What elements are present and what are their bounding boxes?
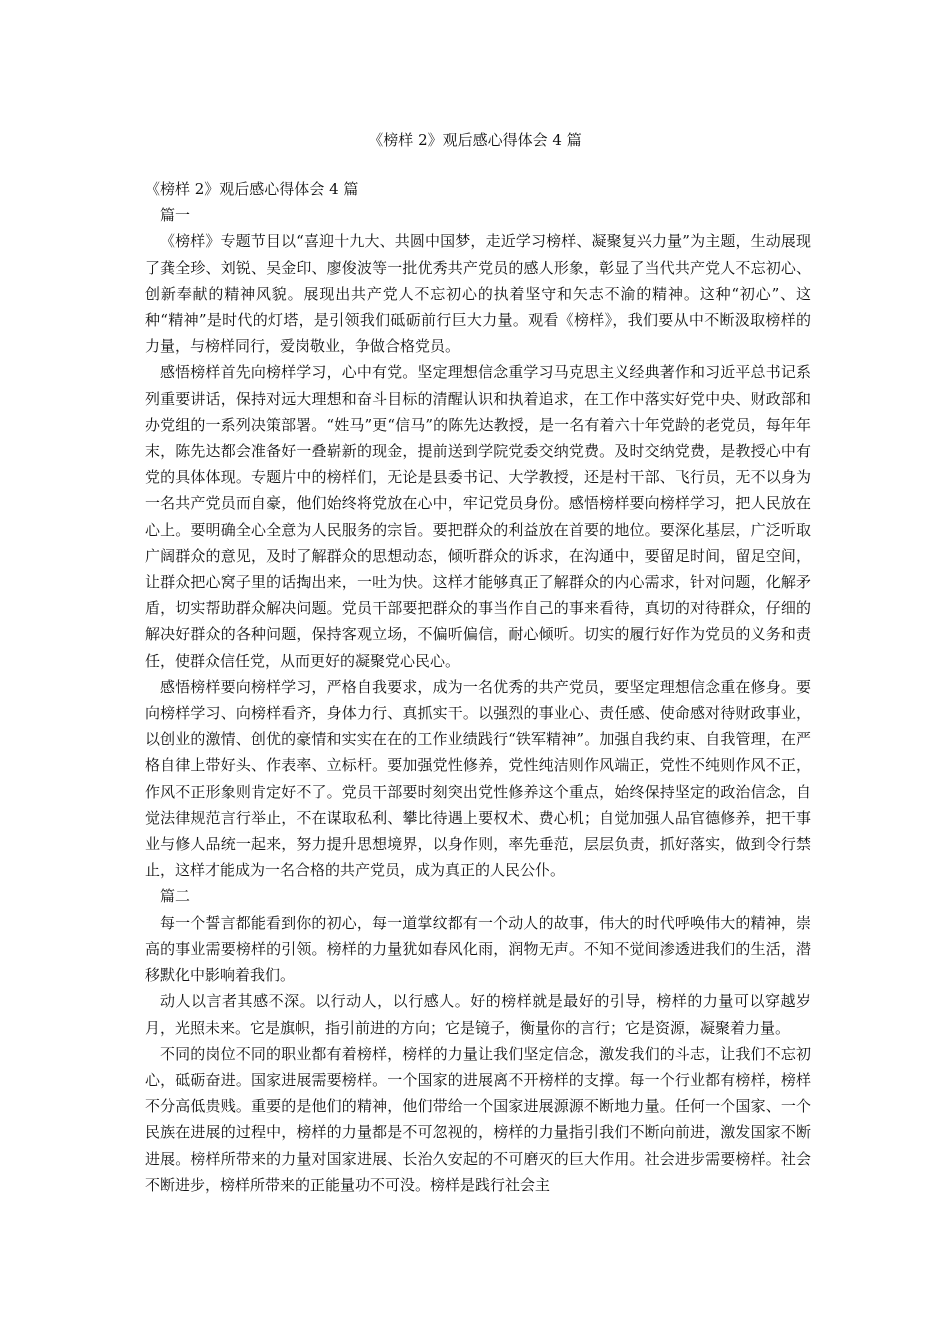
paragraph: 每一个誓言都能看到你的初心，每一道掌纹都有一个动人的故事，伟大的时代呼唤伟大的精神，崇高的事业需要榜样的引领。榜样的力量犹如春风化雨，润物无声。不知不觉间渗透进我们的生活，潜移默化中影响着我们。 xyxy=(145,913,811,985)
paragraph: 感悟榜样首先向榜样学习，心中有党。坚定理想信念重学习马克思主义经典著作和习近平总书记系列重要讲话，保持对远大理想和奋斗目标的清醒认识和执着追求，在工作中落实好党中央、财政部和办党组的一系列决策部署。“姓马”更“信马”的陈先达教授，是一名有着六十年党龄的老党员，每年年末，陈先达都会准备好一叠崭新的现金，提前送到学院党委交纳党费。及时交纳党费，是教授心中有党的具体体现。专题片中的榜样们，无论是县委书记、大学教授，还是村干部、飞行员，无不以身为一名共产党员而自豪，他们始终将党放在心中，牢记党员身份。感悟榜样要向榜样学习，把人民放在心上。要明确全心全意为人民服务的宗旨。要把群众的利益放在首要的地位。要深化基层，广泛听取广阔群众的意见，及时了解群众的思想动态，倾听群众的诉求，在沟通中，要留足时间，留足空间，让群众把心窝子里的话掏出来，一吐为快。这样才能够真正了解群众的内心需求，针对问题，化解矛盾，切实帮助群众解决问题。党员干部要把群众的事当作自己的事来看待，真切的对待群众，仔细的解决好群众的各种问题，保持客观立场，不偏听偏信，耐心倾听。切实的履行好作为党员的义务和责任，使群众信任党，从而更好的凝聚党心民心。 xyxy=(145,363,811,670)
paragraph: 不同的岗位不同的职业都有着榜样，榜样的力量让我们坚定信念，激发我们的斗志，让我们不忘初心，砥砺奋进。国家进展需要榜样。一个国家的进展离不开榜样的支撑。每一个行业都有榜样，榜样不分高低贵贱。重要的是他们的精神，他们带给一个国家进展源源不断地力量。任何一个国家、一个民族在进展的过程中，榜样的力量都是不可忽视的，榜样的力量指引我们不断向前进，激发国家不断进展。榜样所带来的力量对国家进展、长治久安起的不可磨灭的巨大作用。社会进步需要榜样。社会不断进步，榜样所带来的正能量功不可没。榜样是践行社会主 xyxy=(145,1044,811,1194)
paragraph: 感悟榜样要向榜样学习，严格自我要求，成为一名优秀的共产党员，要坚定理想信念重在修身。要向榜样学习、向榜样看齐，身体力行、真抓实干。以强烈的事业心、责任感、使命感对待财政事业，以创业的激情、创优的豪情和实实在在的工作业绩践行“铁军精神”。加强自我约束、自我管理，在严格自律上带好头、作表率、立标杆。要加强党性修养，党性纯洁则作风端正，党性不纯则作风不正，作风不正形象则肯定好不了。党员干部要时刻突出党性修养这个重点，始终保持坚定的政治信念，自觉法律规范言行举止，不在谋取私利、攀比待遇上要权术、费心机；自觉加强人品官德修养，把干事业与修人品统一起来，努力提升思想境界，以身作则，率先垂范，层层负责，抓好落实，做到令行禁止，这样才能成为一名合格的共产党员，成为真正的人民公仆。 xyxy=(145,677,811,880)
section-heading-2: 篇二 xyxy=(160,887,191,906)
paragraph: 动人以言者其感不深。以行动人，以行感人。好的榜样就是最好的引导，榜样的力量可以穿越岁月，光照未来。它是旗帜，指引前进的方向；它是镜子，衡量你的言行；它是资源，凝聚着力量。 xyxy=(145,992,811,1037)
section-heading-1: 篇一 xyxy=(160,206,191,225)
document-title: 《榜样 2》观后感心得体会 4 篇 xyxy=(368,131,582,149)
paragraph: 《榜样》专题节目以“喜迎十九大、共圆中国梦，走近学习榜样、凝聚复兴力量”为主题，生动展现了龚全珍、刘锐、吴金印、廖俊波等一批优秀共产党员的感人形象，彰显了当代共产党人不忘初心、创新奉献的精神风貌。展现出共产党人不忘初心的执着坚守和矢志不渝的精神。这种“初心”、这种“精神”是时代的灯塔，是引领我们砥砺前行巨大力量。观看《榜样》，我们要从中不断汲取榜样的力量，与榜样同行，爱岗敬业，争做合格党员。 xyxy=(145,232,811,356)
document-subtitle: 《榜样 2》观后感心得体会 4 篇 xyxy=(145,180,359,198)
document-body xyxy=(145,176,811,1198)
